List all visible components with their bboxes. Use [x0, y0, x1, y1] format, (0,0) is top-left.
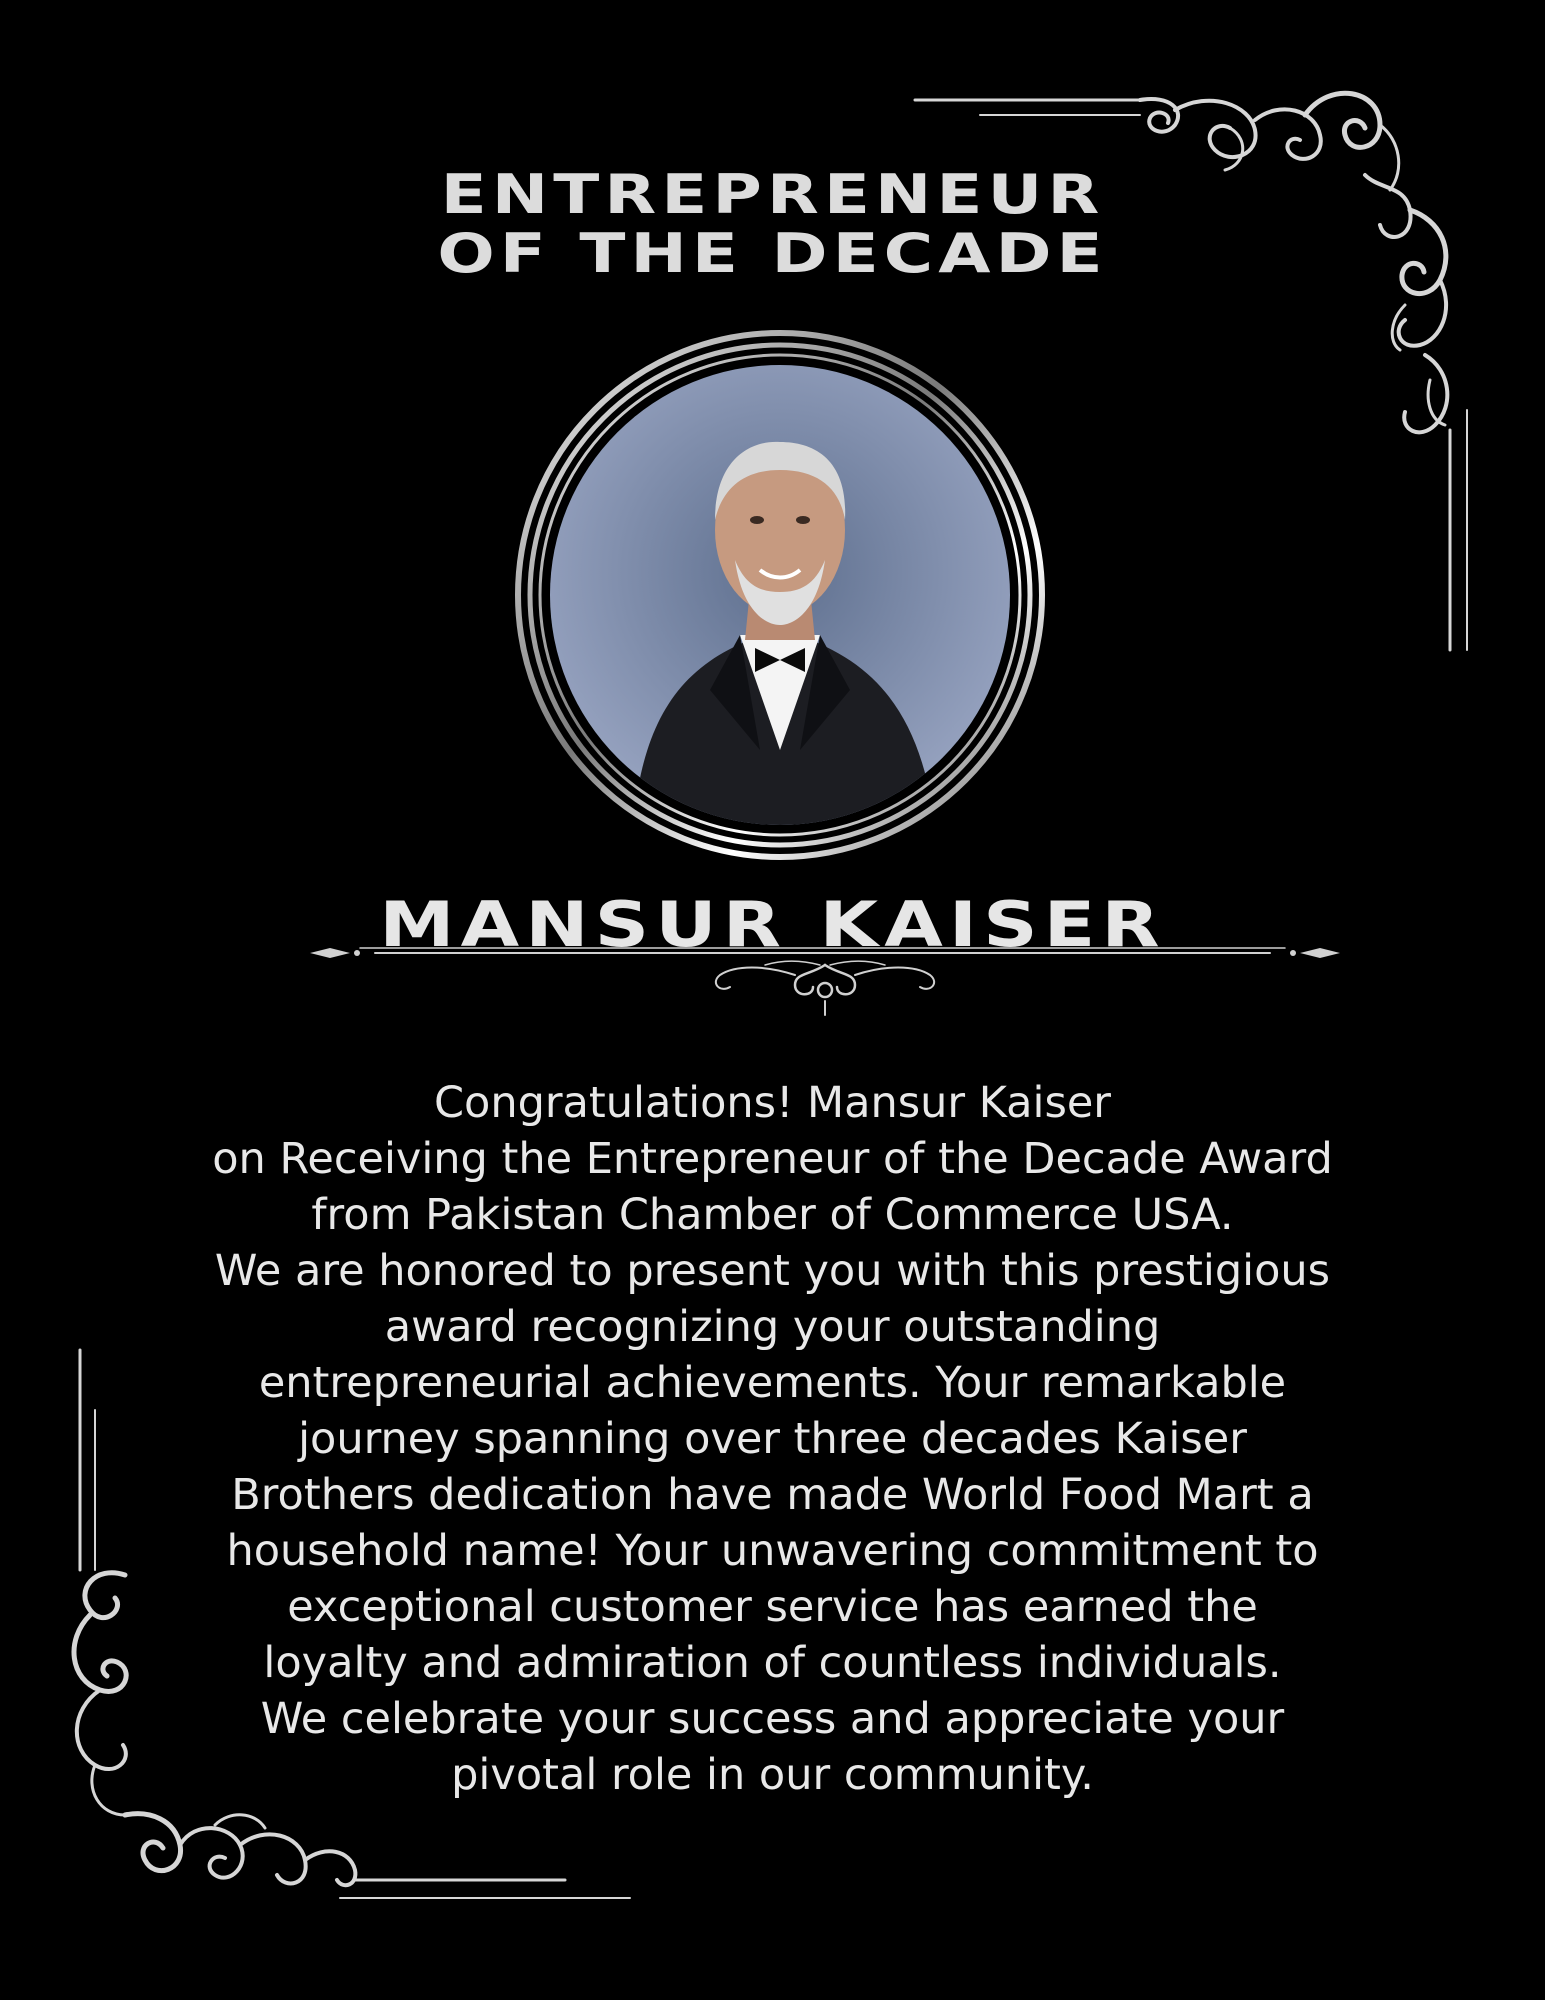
message-line: award recognizing your outstanding: [384, 1302, 1161, 1352]
message-line: on Receiving the Entrepreneur of the Decade Award: [212, 1134, 1333, 1184]
message-line: entrepreneurial achievements. Your remarkable: [258, 1358, 1287, 1408]
message-line: Congratulations! Mansur Kaiser: [434, 1078, 1111, 1128]
award-title-line-2: OF THE DECADE: [437, 222, 1108, 285]
message-line: exceptional customer service has earned the: [287, 1582, 1258, 1632]
message-line: from Pakistan Chamber of Commerce USA.: [311, 1190, 1234, 1240]
recipient-name: MANSUR KAISER: [379, 888, 1166, 961]
message-line: household name! Your unwavering commitment to: [226, 1526, 1319, 1576]
name-divider-flourish-icon: [305, 935, 1345, 1025]
message-line: We celebrate your success and appreciate your: [260, 1694, 1285, 1744]
congratulations-message: [170, 1075, 1375, 1803]
portrait-photo-icon: [510, 330, 1050, 870]
message-line: pivotal role in our community.: [451, 1750, 1094, 1800]
message-line: journey spanning over three decades Kaiser: [298, 1414, 1247, 1464]
message-line: We are honored to present you with this prestigious: [214, 1246, 1331, 1296]
message-line: loyalty and admiration of countless individuals.: [263, 1638, 1282, 1688]
award-title-line-1: ENTREPRENEUR: [440, 163, 1105, 226]
message-line: Brothers dedication have made World Food Mart a: [231, 1470, 1314, 1520]
recipient-portrait: [510, 330, 1050, 870]
